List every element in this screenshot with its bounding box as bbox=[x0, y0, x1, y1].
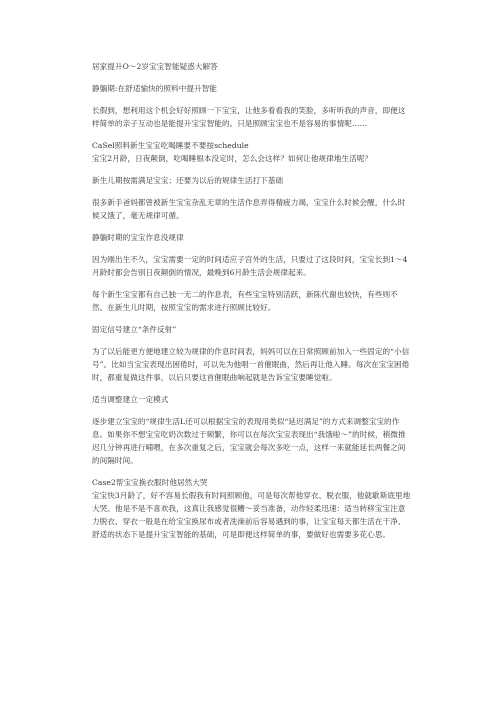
paragraph: 因为刚出生不久，宝宝需要一定的时间适应子宫外的生活，只要过了这段时间，宝宝长到1～4月龄时都会告别日夜颠倒的情况，最晚到6月龄生活会规律起来。 bbox=[92, 255, 408, 277]
case-heading: Case2帮宝宝换衣服时他居然大哭 bbox=[92, 478, 208, 487]
paragraph: 为了以后能更方便地建立较为规律的作息时间表，妈妈可以在日常照顾前加入一些固定的“小信号”。比如当宝宝表现出困倦时，可以先为他唱一首催眠曲，然后再让他入睡。每次在宝宝困倦时，都重复做这件事，以后只要这首催眠曲响起就是告诉宝宝要睡觉啦。 bbox=[92, 347, 410, 382]
section-heading: 静躺期:在舒适愉快的照料中提升智能 bbox=[92, 84, 217, 93]
paragraph: 每个新生宝宝都有自己独一无二的作息表，有些宝宝特别活跃，新陈代谢也较快，有些则不然。在新生儿时期，按照宝宝的需求进行照顾比较好。 bbox=[92, 290, 398, 312]
paragraph: 宝宝快3月龄了，好不容易长假我有时间照顾他，可是每次帮他穿衣、脱衣服，他就歇斯底里地大哭。他是不是不喜欢我，这真让我感觉很糟～妥当准备，动作轻柔迅速：适当转移宝宝注意力脱衣、穿衣一般是在给宝宝换尿布或者洗澡前后容易遇到的事，让宝宝每天都生活在干净、舒适的状态下是提升宝宝智能的基础，可是即便这样简单的事，要做好也需要多花心思。 bbox=[92, 491, 411, 539]
document-title: 居家提升O～2岁宝宝智能疑惑大解答 bbox=[92, 62, 218, 71]
section-heading: 固定信号建立“条件反射” bbox=[92, 325, 177, 334]
paragraph: 宝宝2月龄，日夜颠倒，吃喝睡根本没定时，怎么会这样？如何让他规律地生活呢？ bbox=[92, 154, 373, 163]
section-heading: 静躺时期的宝宝作息没规律 bbox=[92, 233, 184, 242]
paragraph: 长假到，想利用这个机会好好照顾一下宝宝，让他多看看我的笑脸，多听听我的声音，即便这样简单的亲子互动也是能提升宝宝智能的。只是照顾宝宝也不是容易的事情呢…… bbox=[92, 106, 406, 128]
section-heading: 适当调整建立一定模式 bbox=[92, 395, 169, 404]
section-heading: 新生儿期按需满足宝宝；还要为以后的规律生活打下基础 bbox=[92, 176, 284, 185]
case-heading: CaSel照料新生宝宝吃喝睡要不要按schedule bbox=[92, 141, 249, 150]
document-body bbox=[92, 60, 412, 541]
paragraph: 逐步建立宝宝的“规律生活L还可以根据宝宝的表现用类似“延迟满足”的方式来调整宝宝的作息。如果你不想宝宝吃奶次数过于频繁，你可以在每次宝宝表现出“我饿啦～”的时候，稍微推迟几分钟再进行哺喂，在多次重复之后，宝宝就会每次多吃一点，这样一来就能延长两餐之间的间隔时间。 bbox=[92, 417, 406, 465]
paragraph: 很多新手爸妈都曾被新生宝宝杂乱无章的生活作息弄得精疲力竭，宝宝什么时候会醒，什么时候又饿了，毫无规律可循。 bbox=[92, 198, 406, 220]
